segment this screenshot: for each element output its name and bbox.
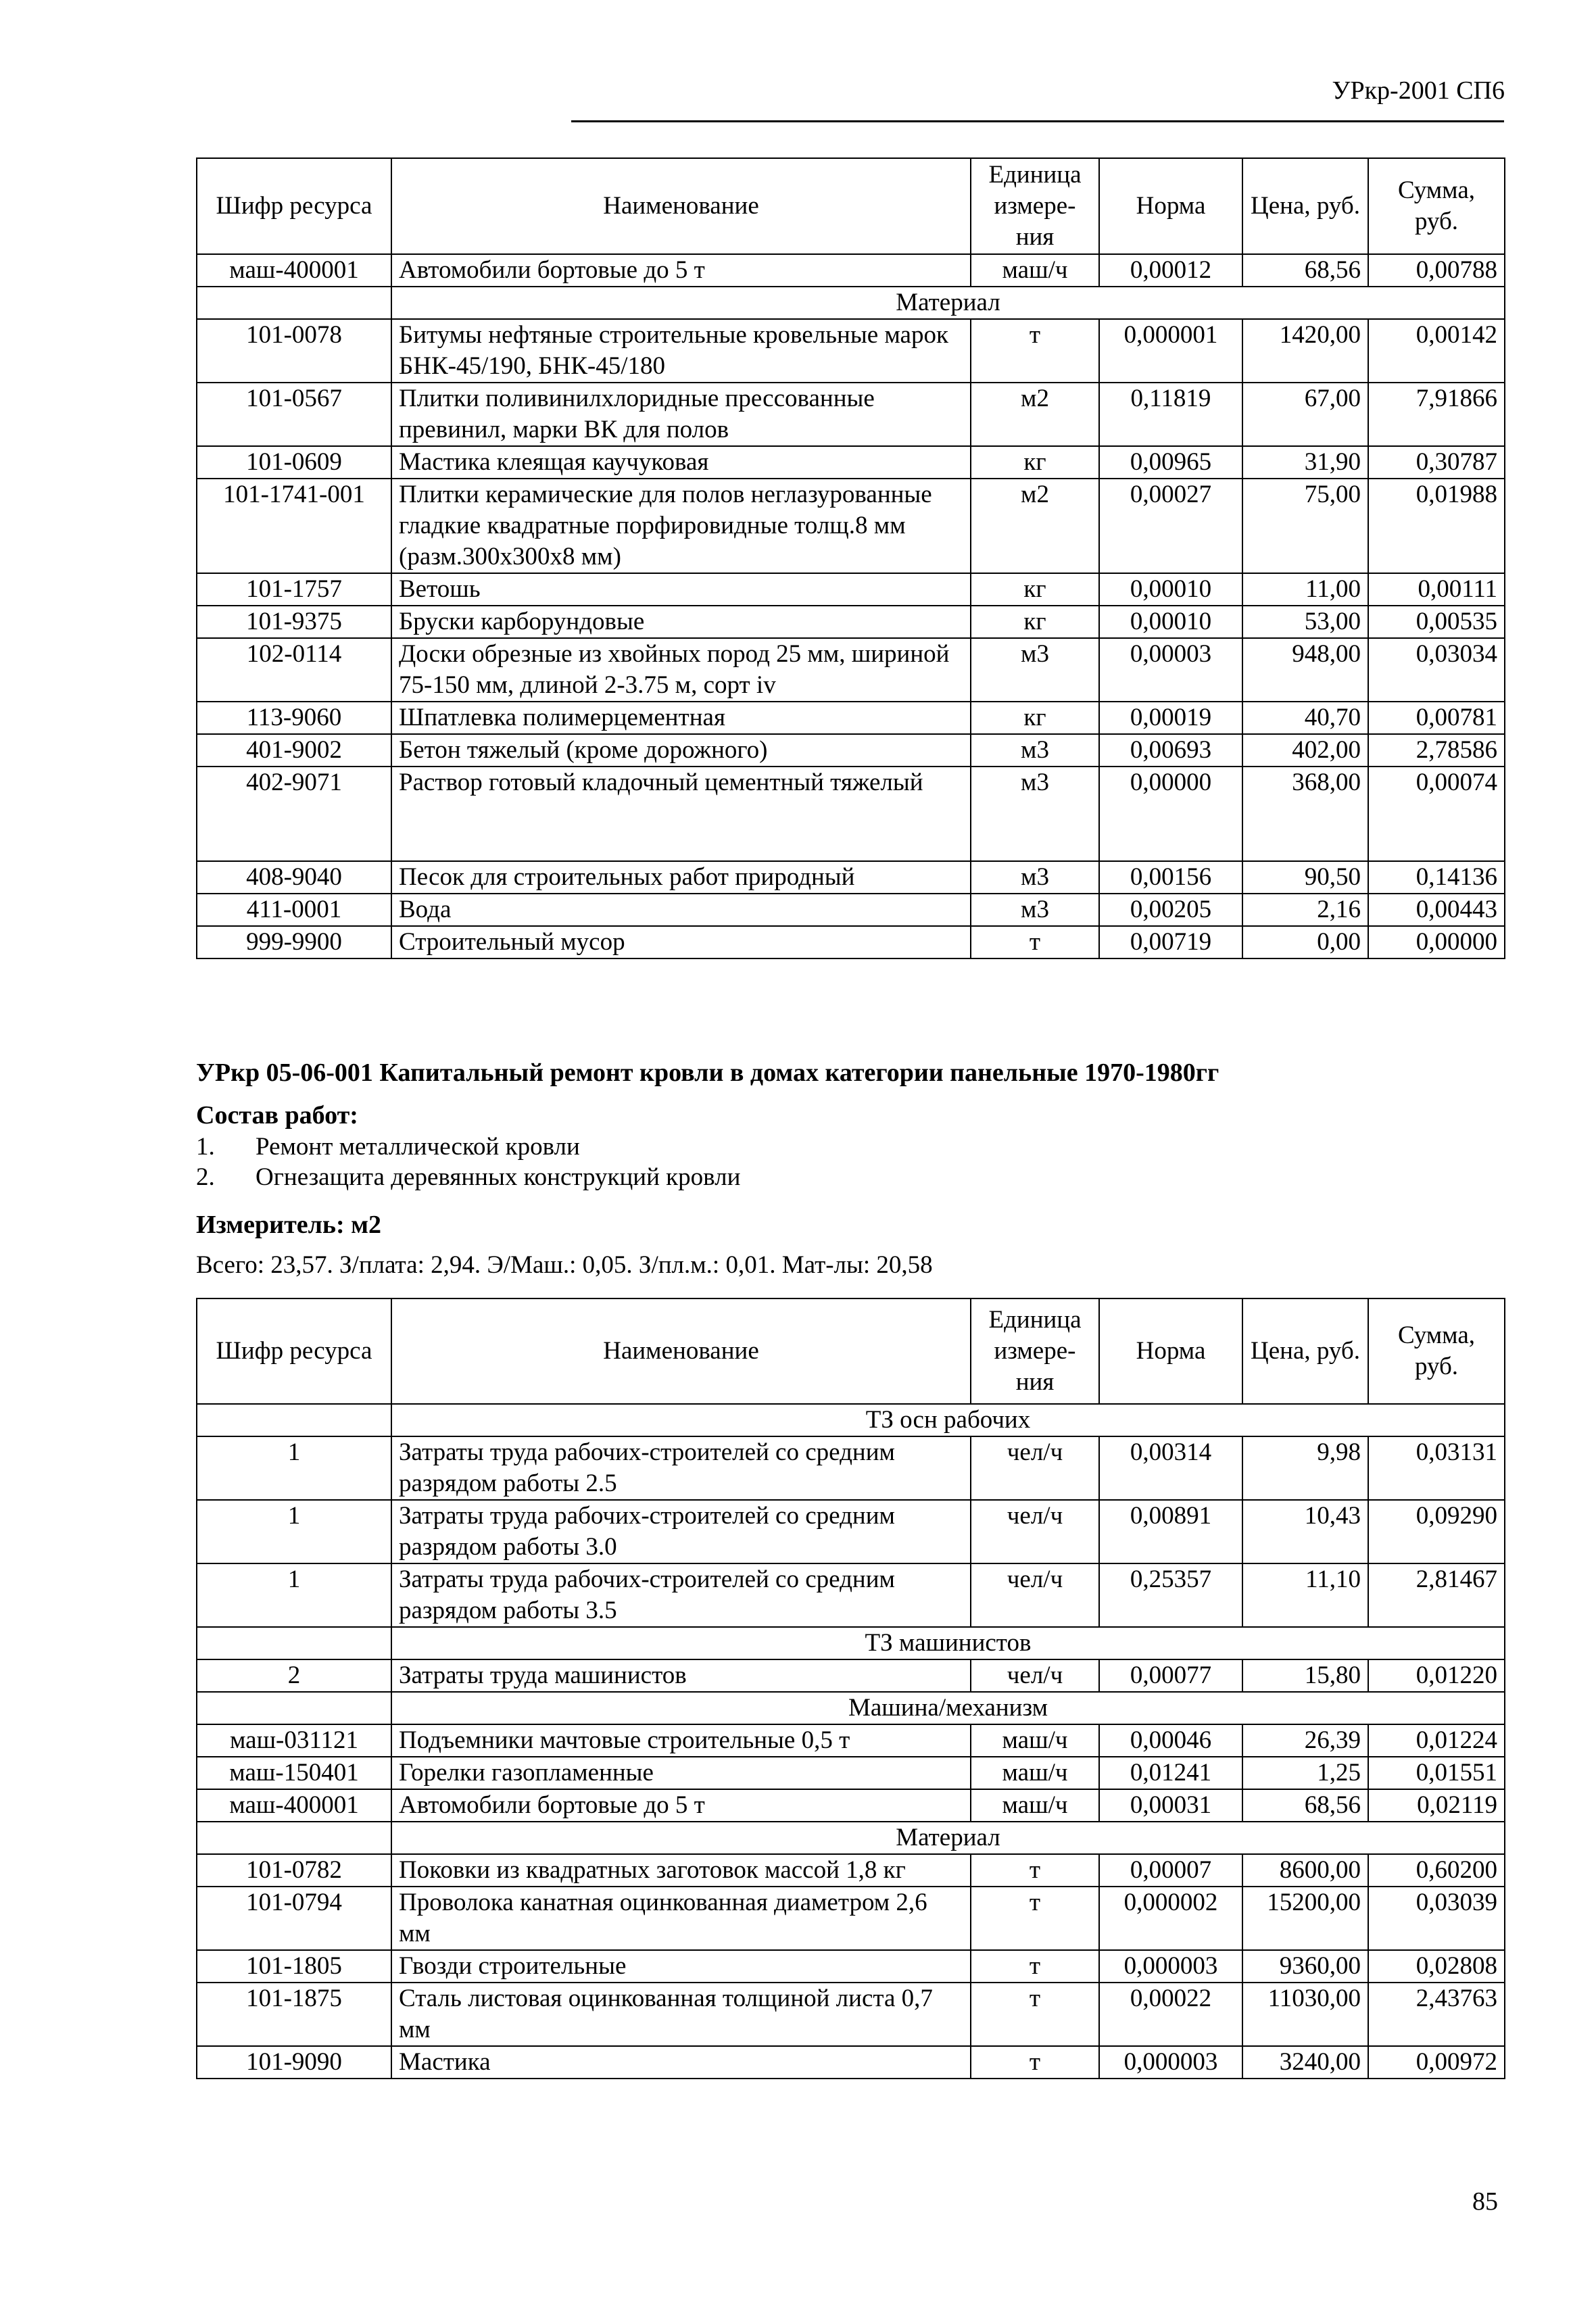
- cell-price: 67,00: [1242, 383, 1368, 446]
- col-code-header: Шифр ресурса: [197, 1298, 391, 1404]
- cell-unit: м3: [971, 894, 1099, 926]
- cell-price: 9,98: [1242, 1436, 1368, 1500]
- table-row: [197, 1724, 1505, 1757]
- cell-norm: 0,00693: [1099, 734, 1242, 767]
- cell-unit: м2: [971, 383, 1099, 446]
- cell-sum: 0,00788: [1368, 254, 1505, 287]
- cell-code: 101-0609: [197, 446, 391, 479]
- cell-norm: 0,01241: [1099, 1757, 1242, 1789]
- cell-norm: 0,000003: [1099, 2046, 1242, 2079]
- resource-table-1: [196, 157, 1505, 959]
- cell-code: маш-400001: [197, 1789, 391, 1822]
- cell-name: Мастика: [391, 2046, 971, 2079]
- cell-code: маш-031121: [197, 1724, 391, 1757]
- works-item: 1. Ремонт металлической кровли: [196, 1133, 580, 1161]
- cell-code: 101-0078: [197, 319, 391, 383]
- cell-unit: м3: [971, 638, 1099, 702]
- cell-unit: м3: [971, 861, 1099, 894]
- cell-price: 11,00: [1242, 573, 1368, 606]
- cell-unit: т: [971, 1983, 1099, 2046]
- cell-code: 101-1741-001: [197, 479, 391, 573]
- cell-unit: т: [971, 1950, 1099, 1983]
- cell-price: 368,00: [1242, 767, 1368, 861]
- cell-name: Вода: [391, 894, 971, 926]
- table-row: [197, 1659, 1505, 1692]
- cell-sum: 0,01224: [1368, 1724, 1505, 1757]
- cell-unit: м3: [971, 767, 1099, 861]
- cell-unit: т: [971, 319, 1099, 383]
- cell-norm: 0,00031: [1099, 1789, 1242, 1822]
- cell-price: 402,00: [1242, 734, 1368, 767]
- section-row: [197, 1404, 1505, 1436]
- table-row: [197, 2046, 1505, 2079]
- cell-name: Затраты труда рабочих-строителей со средним разрядом работы 3.5: [391, 1563, 971, 1627]
- cell-code: 101-9090: [197, 2046, 391, 2079]
- cell-name: Шпатлевка полимерцементная: [391, 702, 971, 734]
- table-row: [197, 319, 1505, 383]
- cell-name: Ветошь: [391, 573, 971, 606]
- page-number: 85: [1472, 2187, 1498, 2216]
- cell-name: Раствор готовый кладочный цементный тяжелый: [391, 767, 971, 861]
- cell-name: Автомобили бортовые до 5 т: [391, 254, 971, 287]
- cell-norm: 0,00077: [1099, 1659, 1242, 1692]
- cell-code: 1: [197, 1436, 391, 1500]
- col-sum-header: Сумма, руб.: [1368, 158, 1505, 254]
- cell-unit: кг: [971, 573, 1099, 606]
- cell-unit: маш/ч: [971, 1724, 1099, 1757]
- cell-sum: 0,00142: [1368, 319, 1505, 383]
- cell-price: 26,39: [1242, 1724, 1368, 1757]
- cell-price: 9360,00: [1242, 1950, 1368, 1983]
- cell-name: Бруски карборундовые: [391, 606, 971, 638]
- cell-sum: 0,00972: [1368, 2046, 1505, 2079]
- section-empty-cell: [197, 1404, 391, 1436]
- cell-sum: 0,03039: [1368, 1887, 1505, 1950]
- cell-price: 8600,00: [1242, 1854, 1368, 1887]
- table-row: [197, 926, 1505, 958]
- section-empty-cell: [197, 1822, 391, 1854]
- cell-sum: 0,03131: [1368, 1436, 1505, 1500]
- cell-norm: 0,00719: [1099, 926, 1242, 958]
- section-heading: Материал: [391, 287, 1505, 319]
- cell-code: маш-400001: [197, 254, 391, 287]
- cell-norm: 0,25357: [1099, 1563, 1242, 1627]
- cell-sum: 0,00535: [1368, 606, 1505, 638]
- table-row: [197, 446, 1505, 479]
- cell-name: Плитки поливинилхлоридные прессованные превинил, марки ВК для полов: [391, 383, 971, 446]
- cell-code: 113-9060: [197, 702, 391, 734]
- running-header: УРкр-2001 СП6: [1332, 76, 1505, 105]
- cell-unit: маш/ч: [971, 1757, 1099, 1789]
- section-empty-cell: [197, 1627, 391, 1659]
- cell-sum: 0,03034: [1368, 638, 1505, 702]
- cell-code: маш-150401: [197, 1757, 391, 1789]
- col-code-header: Шифр ресурса: [197, 158, 391, 254]
- cell-price: 3240,00: [1242, 2046, 1368, 2079]
- cell-unit: м3: [971, 734, 1099, 767]
- section-row: [197, 1627, 1505, 1659]
- cell-name: Мастика клеящая каучуковая: [391, 446, 971, 479]
- section-heading: ТЗ машинистов: [391, 1627, 1505, 1659]
- cell-code: 1: [197, 1563, 391, 1627]
- cell-code: 101-1757: [197, 573, 391, 606]
- table-row: [197, 702, 1505, 734]
- section-empty-cell: [197, 287, 391, 319]
- cell-price: 1,25: [1242, 1757, 1368, 1789]
- header-rule: [571, 120, 1504, 122]
- cell-norm: 0,000003: [1099, 1950, 1242, 1983]
- cell-price: 31,90: [1242, 446, 1368, 479]
- table-row: [197, 767, 1505, 861]
- section-empty-cell: [197, 1692, 391, 1724]
- resource-table-2: [196, 1298, 1505, 2079]
- cell-sum: 0,00000: [1368, 926, 1505, 958]
- table-row: [197, 1757, 1505, 1789]
- cell-sum: 0,01551: [1368, 1757, 1505, 1789]
- cell-name: Битумы нефтяные строительные кровельные марок БНК-45/190, БНК-45/180: [391, 319, 971, 383]
- cell-unit: кг: [971, 606, 1099, 638]
- section-row: [197, 287, 1505, 319]
- cell-price: 68,56: [1242, 1789, 1368, 1822]
- cell-norm: 0,00003: [1099, 638, 1242, 702]
- cell-sum: 0,02808: [1368, 1950, 1505, 1983]
- cell-sum: 0,00111: [1368, 573, 1505, 606]
- cell-sum: 2,81467: [1368, 1563, 1505, 1627]
- cell-price: 10,43: [1242, 1500, 1368, 1563]
- cell-name: Плитки керамические для полов неглазурованные гладкие квадратные порфировидные толщ.8 мм (разм.300х300х8 мм): [391, 479, 971, 573]
- cell-code: 101-0567: [197, 383, 391, 446]
- section-title: УРкр 05-06-001 Капитальный ремонт кровли в домах категории панельные 1970-1980гг: [196, 1059, 1219, 1087]
- col-norm-header: Норма: [1099, 1298, 1242, 1404]
- cell-sum: 0,00074: [1368, 767, 1505, 861]
- table-row: [197, 638, 1505, 702]
- cell-unit: чел/ч: [971, 1563, 1099, 1627]
- cell-norm: 0,11819: [1099, 383, 1242, 446]
- cell-sum: 0,02119: [1368, 1789, 1505, 1822]
- cell-code: 101-0782: [197, 1854, 391, 1887]
- cell-norm: 0,00314: [1099, 1436, 1242, 1500]
- table-row: [197, 1854, 1505, 1887]
- col-price-header: Цена, руб.: [1242, 1298, 1368, 1404]
- section-row: [197, 1692, 1505, 1724]
- col-unit-header: Единица измере- ния: [971, 1298, 1099, 1404]
- cell-sum: 7,91866: [1368, 383, 1505, 446]
- col-norm-header: Норма: [1099, 158, 1242, 254]
- cell-name: Горелки газопламенные: [391, 1757, 971, 1789]
- cell-sum: 0,30787: [1368, 446, 1505, 479]
- cell-name: Поковки из квадратных заготовок массой 1,8 кг: [391, 1854, 971, 1887]
- cell-name: Проволока канатная оцинкованная диаметром 2,6 мм: [391, 1887, 971, 1950]
- cell-unit: т: [971, 1854, 1099, 1887]
- cell-name: Песок для строительных работ природный: [391, 861, 971, 894]
- cell-name: Доски обрезные из хвойных пород 25 мм, шириной 75-150 мм, длиной 2-3.75 м, сорт iv: [391, 638, 971, 702]
- cell-price: 0,00: [1242, 926, 1368, 958]
- cell-norm: 0,00019: [1099, 702, 1242, 734]
- cell-name: Строительный мусор: [391, 926, 971, 958]
- cell-price: 68,56: [1242, 254, 1368, 287]
- cell-unit: т: [971, 1887, 1099, 1950]
- cell-unit: м2: [971, 479, 1099, 573]
- col-unit-header: Единица измере- ния: [971, 158, 1099, 254]
- cell-norm: 0,00046: [1099, 1724, 1242, 1757]
- cell-sum: 0,14136: [1368, 861, 1505, 894]
- cell-price: 11,10: [1242, 1563, 1368, 1627]
- cell-norm: 0,00156: [1099, 861, 1242, 894]
- cell-code: 102-0114: [197, 638, 391, 702]
- table-row: [197, 894, 1505, 926]
- cell-price: 75,00: [1242, 479, 1368, 573]
- table-row: [197, 573, 1505, 606]
- cell-price: 2,16: [1242, 894, 1368, 926]
- cell-sum: 0,01220: [1368, 1659, 1505, 1692]
- col-name-header: Наименование: [391, 158, 971, 254]
- table-row: [197, 861, 1505, 894]
- cell-norm: 0,00965: [1099, 446, 1242, 479]
- cell-price: 40,70: [1242, 702, 1368, 734]
- cell-code: 411-0001: [197, 894, 391, 926]
- cell-code: 999-9900: [197, 926, 391, 958]
- measure-label: Измеритель: м2: [196, 1211, 382, 1239]
- cell-price: 948,00: [1242, 638, 1368, 702]
- cell-norm: 0,00891: [1099, 1500, 1242, 1563]
- table-row: [197, 1436, 1505, 1500]
- works-item: 2. Огнезащита деревянных конструкций кровли: [196, 1163, 741, 1191]
- cell-unit: чел/ч: [971, 1659, 1099, 1692]
- cell-sum: 0,00443: [1368, 894, 1505, 926]
- cell-code: 408-9040: [197, 861, 391, 894]
- totals-line: Всего: 23,57. З/плата: 2,94. Э/Маш.: 0,05. З/пл.м.: 0,01. Мат-лы: 20,58: [196, 1251, 933, 1279]
- cell-sum: 0,01988: [1368, 479, 1505, 573]
- works-label: Состав работ:: [196, 1101, 358, 1130]
- table-row: [197, 606, 1505, 638]
- cell-unit: кг: [971, 702, 1099, 734]
- cell-code: 101-1805: [197, 1950, 391, 1983]
- cell-name: Подъемники мачтовые строительные 0,5 т: [391, 1724, 971, 1757]
- cell-norm: 0,00205: [1099, 894, 1242, 926]
- cell-norm: 0,00012: [1099, 254, 1242, 287]
- cell-price: 11030,00: [1242, 1983, 1368, 2046]
- cell-name: Бетон тяжелый (кроме дорожного): [391, 734, 971, 767]
- cell-unit: чел/ч: [971, 1500, 1099, 1563]
- cell-norm: 0,00027: [1099, 479, 1242, 573]
- table-row: [197, 734, 1505, 767]
- cell-name: Автомобили бортовые до 5 т: [391, 1789, 971, 1822]
- cell-norm: 0,000001: [1099, 319, 1242, 383]
- table-row: [197, 383, 1505, 446]
- cell-sum: 0,00781: [1368, 702, 1505, 734]
- cell-norm: 0,00010: [1099, 573, 1242, 606]
- cell-code: 401-9002: [197, 734, 391, 767]
- cell-code: 2: [197, 1659, 391, 1692]
- cell-name: Сталь листовая оцинкованная толщиной листа 0,7 мм: [391, 1983, 971, 2046]
- table-row: [197, 1983, 1505, 2046]
- table-row: [197, 254, 1505, 287]
- cell-norm: 0,00007: [1099, 1854, 1242, 1887]
- cell-norm: 0,00022: [1099, 1983, 1242, 2046]
- cell-name: Гвозди строительные: [391, 1950, 971, 1983]
- cell-price: 15200,00: [1242, 1887, 1368, 1950]
- cell-norm: 0,000002: [1099, 1887, 1242, 1950]
- cell-name: Затраты труда машинистов: [391, 1659, 971, 1692]
- section-heading: Материал: [391, 1822, 1505, 1854]
- cell-code: 101-0794: [197, 1887, 391, 1950]
- cell-sum: 2,43763: [1368, 1983, 1505, 2046]
- cell-unit: маш/ч: [971, 254, 1099, 287]
- cell-unit: кг: [971, 446, 1099, 479]
- cell-unit: чел/ч: [971, 1436, 1099, 1500]
- cell-unit: маш/ч: [971, 1789, 1099, 1822]
- cell-unit: т: [971, 2046, 1099, 2079]
- table-row: [197, 1950, 1505, 1983]
- col-price-header: Цена, руб.: [1242, 158, 1368, 254]
- cell-price: 15,80: [1242, 1659, 1368, 1692]
- table-row: [197, 479, 1505, 573]
- cell-norm: 0,00000: [1099, 767, 1242, 861]
- section-row: [197, 1822, 1505, 1854]
- cell-norm: 0,00010: [1099, 606, 1242, 638]
- cell-sum: 0,60200: [1368, 1854, 1505, 1887]
- cell-price: 53,00: [1242, 606, 1368, 638]
- cell-code: 1: [197, 1500, 391, 1563]
- cell-price: 1420,00: [1242, 319, 1368, 383]
- cell-code: 402-9071: [197, 767, 391, 861]
- cell-code: 101-9375: [197, 606, 391, 638]
- table-row: [197, 1789, 1505, 1822]
- section-heading: Машина/механизм: [391, 1692, 1505, 1724]
- cell-name: Затраты труда рабочих-строителей со средним разрядом работы 3.0: [391, 1500, 971, 1563]
- cell-code: 101-1875: [197, 1983, 391, 2046]
- cell-price: 90,50: [1242, 861, 1368, 894]
- cell-name: Затраты труда рабочих-строителей со средним разрядом работы 2.5: [391, 1436, 971, 1500]
- col-name-header: Наименование: [391, 1298, 971, 1404]
- table-row: [197, 1500, 1505, 1563]
- table-row: [197, 1887, 1505, 1950]
- cell-sum: 2,78586: [1368, 734, 1505, 767]
- cell-sum: 0,09290: [1368, 1500, 1505, 1563]
- cell-unit: т: [971, 926, 1099, 958]
- col-sum-header: Сумма, руб.: [1368, 1298, 1505, 1404]
- section-heading: ТЗ осн рабочих: [391, 1404, 1505, 1436]
- table-row: [197, 1563, 1505, 1627]
